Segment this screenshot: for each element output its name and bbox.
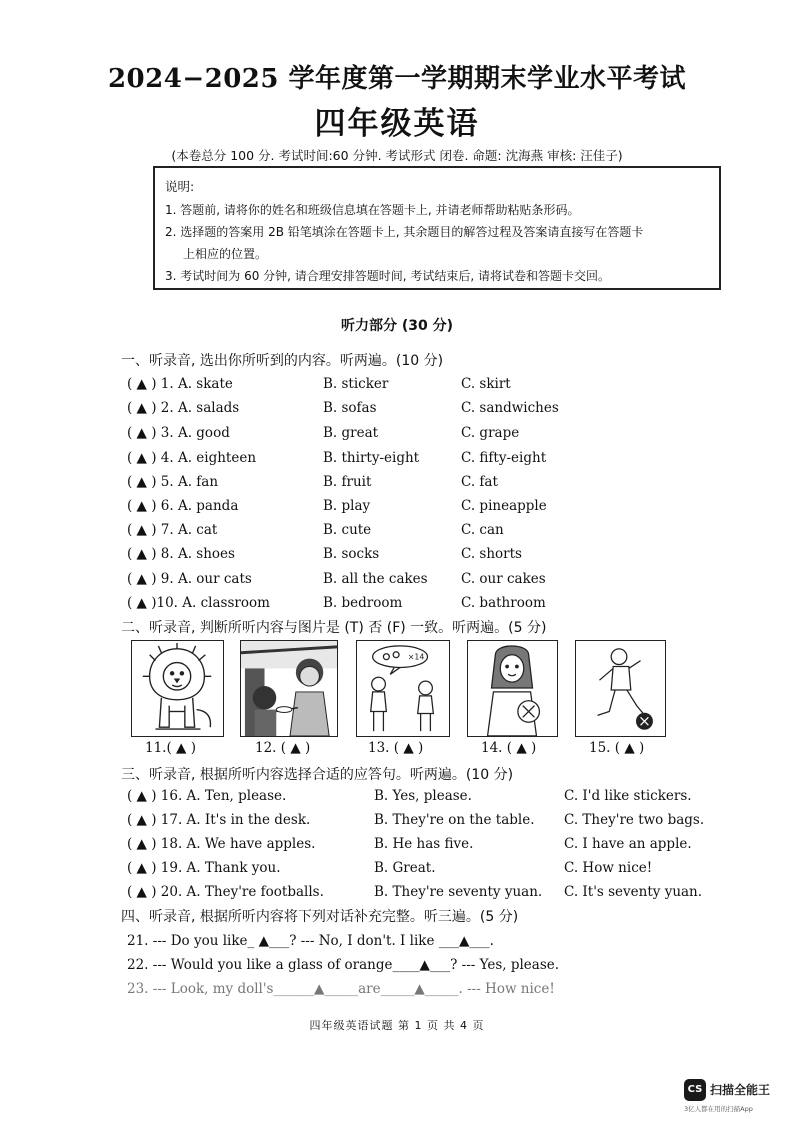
question-option-c: C. grape [461, 425, 520, 441]
scanner-watermark [684, 1077, 794, 1117]
question-option-a: ( ▲ ) 4. A. eighteen [127, 450, 257, 466]
question-option-a: ( ▲ ) 6. A. panda [127, 498, 239, 514]
instruction-1: 1. 答题前, 请将你的姓名和班级信息填在答题卡上, 并请老师帮助粘贴条形码。 [165, 203, 580, 217]
picture-answer-12: 12. ( ▲ ) [255, 740, 311, 756]
picture-answer-14: 14. ( ▲ ) [481, 740, 537, 756]
question-row [127, 860, 747, 882]
question-option-a: ( ▲ ) 8. A. shoes [127, 546, 235, 562]
response-option-b: B. They're seventy yuan. [374, 884, 543, 900]
response-option-c: C. I have an apple. [564, 836, 692, 852]
instruction-2-cont: 上相应的位置。 [183, 247, 268, 261]
question-row [127, 474, 727, 496]
picture-boy-football [575, 640, 666, 737]
question-row [127, 884, 747, 906]
question-option-b: B. play [323, 498, 371, 514]
picture-lion [131, 640, 224, 737]
instructions-title: 说明: [165, 179, 195, 194]
response-option-a: ( ▲ ) 16. A. Ten, please. [127, 788, 287, 804]
response-option-b: B. He has five. [374, 836, 474, 852]
response-option-a: ( ▲ ) 17. A. It's in the desk. [127, 812, 311, 828]
question-row [127, 400, 727, 422]
picture-children-food [240, 640, 338, 737]
question-row [127, 522, 727, 544]
question-row [127, 836, 747, 858]
question-option-b: B. sticker [323, 376, 389, 392]
watermark-app-name: 扫描全能王 [710, 1083, 771, 1097]
question-row [127, 595, 727, 617]
question-option-b: B. bedroom [323, 595, 403, 611]
response-option-c: C. They're two bags. [564, 812, 705, 828]
response-option-c: C. How nice! [564, 860, 653, 876]
instructions-box [153, 166, 721, 290]
kids-talking-illustration [357, 641, 449, 736]
lion-illustration [132, 641, 223, 736]
question-option-c: C. fat [461, 474, 498, 490]
question-option-c: C. shorts [461, 546, 522, 562]
picture-answer-13: 13. ( ▲ ) [368, 740, 424, 756]
listening-part-title: 听力部分 (30 分) [340, 318, 454, 334]
question-option-c: C. skirt [461, 376, 511, 392]
question-row [127, 376, 727, 398]
section-1-title: 一、听录音, 选出你所听到的内容。听两遍。(10 分) [121, 353, 444, 369]
response-option-a: ( ▲ ) 20. A. They're footballs. [127, 884, 324, 900]
question-option-b: B. socks [323, 546, 380, 562]
question-row [127, 546, 727, 568]
question-option-a: ( ▲ )10. A. classroom [127, 595, 270, 611]
question-option-b: B. great [323, 425, 379, 441]
instruction-2: 2. 选择题的答案用 2B 铅笔填涂在答题卡上, 其余题目的解答过程及答案请直接写在答题卡 [165, 225, 644, 239]
question-option-b: B. all the cakes [323, 571, 428, 587]
response-option-b: B. Yes, please. [374, 788, 472, 804]
question-option-a: ( ▲ ) 1. A. skate [127, 376, 233, 392]
question-row [127, 571, 727, 593]
exam-subject-title: 四年级英语 [314, 106, 480, 142]
question-option-a: ( ▲ ) 7. A. cat [127, 522, 218, 538]
response-option-a: ( ▲ ) 18. A. We have apples. [127, 836, 316, 852]
dialogue-line-22: 22. --- Would you like a glass of orange____▲___? --- Yes, please. [127, 957, 560, 973]
dialogue-line-23: 23. --- Look, my doll's______▲_____are_____▲_____. --- How nice! [127, 981, 555, 997]
section-2-title: 二、听录音, 判断所听内容与图片是 (T) 否 (F) 一致。听两遍。(5 分) [121, 620, 547, 636]
svg-text:×14: ×14 [407, 652, 425, 662]
response-option-a: ( ▲ ) 19. A. Thank you. [127, 860, 281, 876]
girl-ball-illustration [468, 641, 557, 736]
dialogue-line-21: 21. --- Do you like_ ▲___? --- No, I don't. I like ___▲___. [127, 933, 494, 949]
question-option-c: C. fifty-eight [461, 450, 547, 466]
question-option-b: B. sofas [323, 400, 377, 416]
question-row [127, 425, 727, 447]
picture-answer-11: 11.( ▲ ) [145, 740, 196, 756]
picture-two-kids-talking [356, 640, 450, 737]
watermark-slogan: 3亿人都在用的扫描App [684, 1105, 753, 1113]
response-option-c: C. I'd like stickers. [564, 788, 692, 804]
question-row [127, 450, 727, 472]
question-option-a: ( ▲ ) 5. A. fan [127, 474, 219, 490]
response-option-b: B. Great. [374, 860, 436, 876]
question-option-b: B. fruit [323, 474, 372, 490]
instruction-3: 3. 考试时间为 60 分钟, 请合理安排答题时间, 考试结束后, 请将试卷和答题卡交回。 [165, 269, 611, 283]
question-option-c: C. can [461, 522, 504, 538]
exam-title: 2024−2025 学年度第一学期期末学业水平考试 [107, 64, 687, 94]
children-illustration [241, 641, 337, 736]
question-option-a: ( ▲ ) 3. A. good [127, 425, 230, 441]
question-option-c: C. bathroom [461, 595, 546, 611]
question-option-c: C. our cakes [461, 571, 546, 587]
question-option-b: B. thirty-eight [323, 450, 420, 466]
page-footer: 四年级英语试题 第 1 页 共 4 页 [309, 1019, 485, 1032]
question-option-c: C. sandwiches [461, 400, 559, 416]
camscanner-logo-icon: CS [684, 1079, 706, 1101]
section-4-title: 四、听录音, 根据所听内容将下列对话补充完整。听三遍。(5 分) [121, 909, 519, 925]
section-3-title: 三、听录音, 根据所听内容选择合适的应答句。听两遍。(10 分) [121, 767, 514, 783]
question-row [127, 498, 727, 520]
question-option-b: B. cute [323, 522, 372, 538]
response-option-c: C. It's seventy yuan. [564, 884, 703, 900]
exam-info: (本卷总分 100 分. 考试时间:60 分钟. 考试形式 闭卷. 命题: 沈海燕 审核: 汪佳子) [171, 148, 623, 163]
question-option-c: C. pineapple [461, 498, 547, 514]
question-option-a: ( ▲ ) 2. A. salads [127, 400, 240, 416]
question-row [127, 812, 747, 834]
picture-girl-with-ball [467, 640, 558, 737]
response-option-b: B. They're on the table. [374, 812, 535, 828]
question-option-a: ( ▲ ) 9. A. our cats [127, 571, 252, 587]
picture-answer-15: 15. ( ▲ ) [589, 740, 645, 756]
question-row [127, 788, 747, 810]
boy-football-illustration [576, 641, 665, 736]
